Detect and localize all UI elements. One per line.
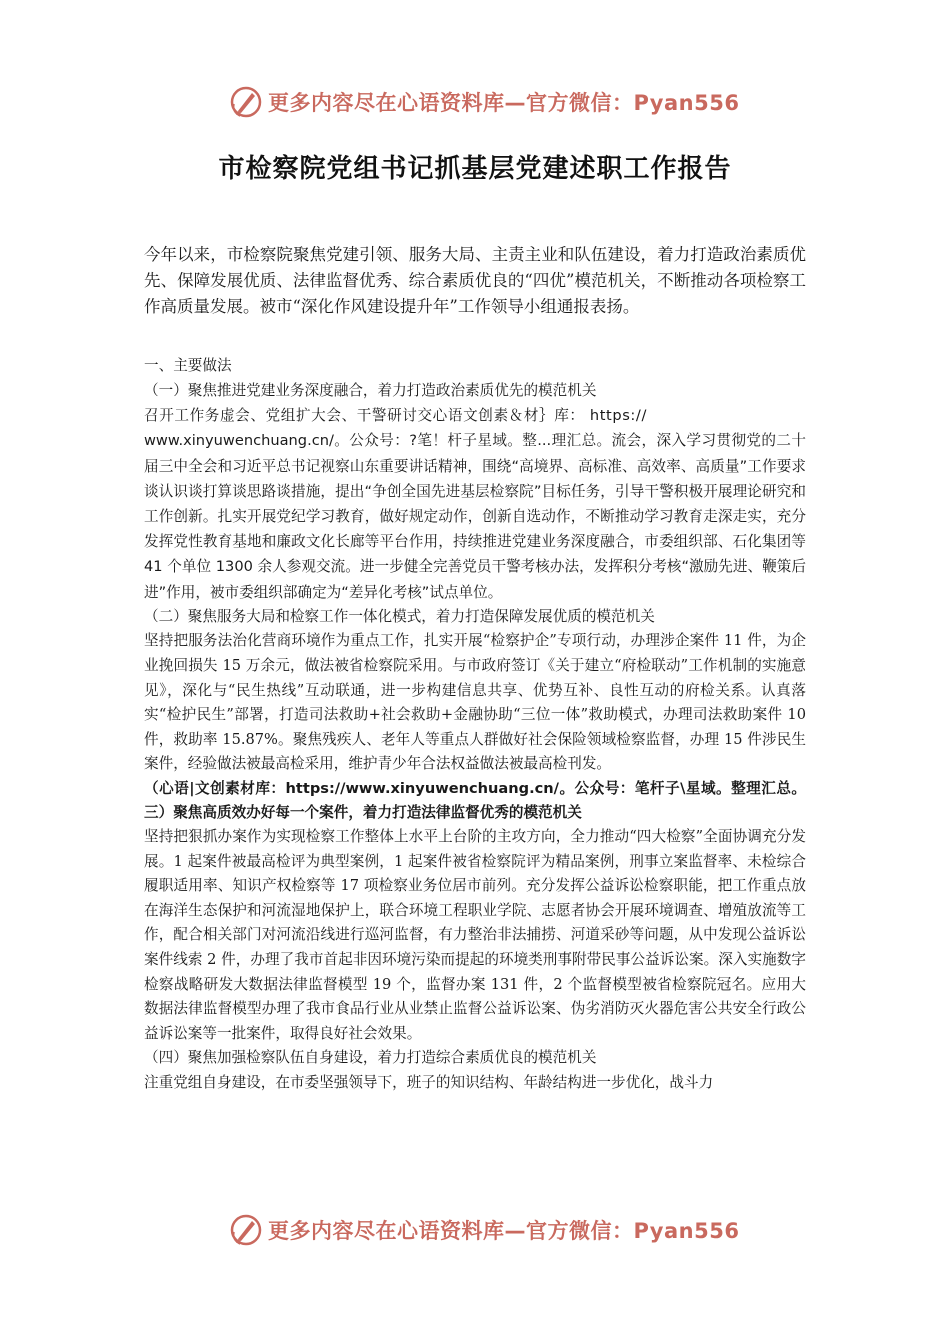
- watermark-banner-top: [228, 82, 740, 122]
- document-title: 市检察院党组书记抓基层党建述职工作报告: [218, 154, 732, 184]
- subsection-4-body: 注重党组自身建设，在市委坚强领导下，班子的知识结构、年龄结构进一步优化，战斗力: [144, 1073, 714, 1091]
- pen-circle-logo-icon: [228, 1212, 264, 1248]
- subsection-heading-4: （四）聚焦加强检察队伍自身建设，着力打造综合素质优良的模范机关: [144, 1049, 597, 1067]
- pen-circle-logo-icon: [228, 84, 264, 120]
- document-body: [144, 242, 806, 1096]
- subsection-3-body: 坚持把狠抓办案作为实现检察工作整体上水平上台阶的主攻方向，全力推动“四大检察”全面协调充分发展。1 起案件被最高检评为典型案例，1 起案件被省检察院评为精品案例，刑事立案监督率、未检综合履职适用率、知识产权检察等 17 项检察业务位居市前列。充分发挥公益诉讼检察职能，把工作重点放在海洋生态保护和河流湿地保护上，联合环境工程职业学院、志愿者协会开展环境调查、增殖放流等工作，配合相关部门对河流沿线进行巡河监督，有力整治非法捕捞、河道采砂等问题，从中发现公益诉讼案件线索 2 件，办理了我市首起非因环境污染而提起的环境类刑事附带民事公益诉讼案。深入实施数字检察战略研发大数据法律监督模型 19 个，监督办案 131 件，2 个监督模型被省检察院冠名。应用大数据法律监督模型办理了我市食品行业从业禁止监督公益诉讼案、伪劣消防灭火器危害公共安全行政公益诉讼案等一批案件，取得良好社会效果。: [144, 827, 806, 1042]
- subsection-2-body: 坚持把服务法治化营商环境作为重点工作，扎实开展“检察护企”专项行动，办理涉企案件 11 件，为企业挽回损失 15 万余元，做法被省检察院采用。与市政府签订《关于建立“府检联动”工作机制的实施意见》，深化与“民生热线”互动联通，进一步构建信息共享、优势互补、良性互动的府检关系。认真落实“检护民生”部署，打造司法救助+社会救助+金融协助“三位一体”救助模式，办理司法救助案件 10 件，救助率 15.87%。聚焦残疾人、老年人等重点人群做好社会保险领域检察监督，办理 15 件涉民生案件，经验做法被最高检采用，维护青少年合法权益做法被最高检刊发。: [144, 632, 806, 773]
- intro-paragraph: 今年以来，市检察院聚焦党建引领、服务大局、主责主业和队伍建设，着力打造政治素质优先、保障发展优质、法律监督优秀、综合素质优良的“四优”模范机关，不断推动各项检察工作高质量发展。被市“深化作风建设提升年”工作领导小组通报表扬。: [144, 245, 806, 316]
- banner-text: 更多内容尽在心语资料库—官方微信：Pyan556: [268, 91, 740, 115]
- subsection-1-lead: 召开工作务虚会、党组扩大会、干警研讨交心语文创素＆材｝库： https://: [144, 407, 647, 425]
- subsection-heading-3: （心语|文创素材库：https://www.xinyuwenchuang.cn/。公众号：笔杆子\星域。整理汇总。三）聚焦高质效办好每一个案件，着力打造法律监督优秀的模范机关: [144, 779, 806, 821]
- watermark-banner-bottom: [228, 1210, 740, 1250]
- banner-text: 更多内容尽在心语资料库—官方微信：Pyan556: [268, 1219, 740, 1243]
- section-heading-main-practices: 一、主要做法: [144, 357, 232, 374]
- subsection-1-body: www.xinyuwenchuang.cn/。公众号：?笔！杆子星域。整...理汇总。流会，深入学习贯彻党的二十届三中全会和习近平总书记视察山东重要讲话精神，围绕“高境界、高标准、高效率、高质量”工作要求谈认识谈打算谈思路谈措施，提出“争创全国先进基层检察院”目标任务，引导干警积极开展理论研究和工作创新。扎实开展党纪学习教育，做好规定动作，创新自选动作，不断推动学习教育走深走实，充分发挥党性教育基地和廉政文化长廊等平台作用，持续推进党建业务深度融合，市委组织部、石化集团等 41 个单位 1300 余人参观交流。进一步健全完善党员干警考核办法，发挥积分考核“激励先进、鞭策后进”作用，被市委组织部确定为“差异化考核”试点单位。: [144, 432, 806, 601]
- subsection-heading-1: （一）聚焦推进党建业务深度融合，着力打造政治素质优先的模范机关: [144, 381, 597, 399]
- subsection-heading-2: （二）聚焦服务大局和检察工作一体化模式，着力打造保障发展优质的模范机关: [144, 607, 655, 625]
